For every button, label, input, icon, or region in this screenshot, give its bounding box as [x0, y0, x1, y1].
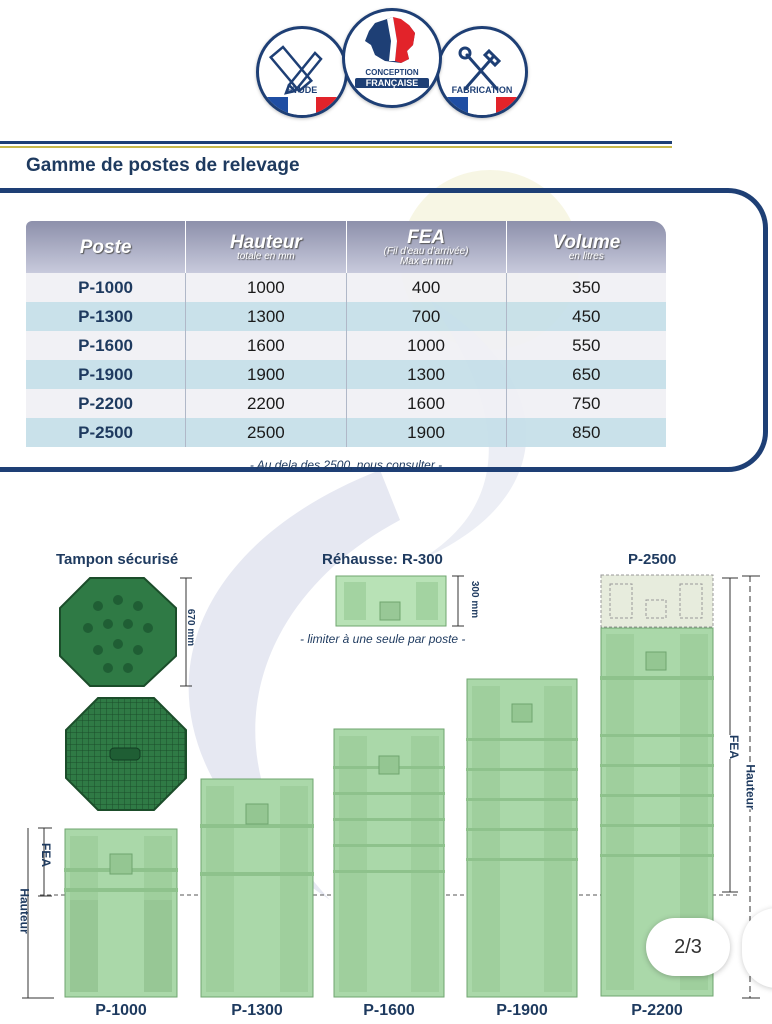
table-row: P-1000 1000 400 350: [26, 273, 666, 302]
tampon-title: Tampon sécurisé: [56, 551, 179, 568]
hauteur-label-right: Hauteur: [743, 764, 758, 810]
header-hauteur: Hauteur totale en mm: [186, 221, 346, 273]
tank-p1000: [64, 828, 178, 998]
tampon-dimension: 670 mm: [185, 608, 197, 647]
conception-badge: [342, 8, 442, 108]
fea-label-left: FEA: [39, 843, 53, 867]
table-row: P-1600 1600 1000 550: [26, 331, 666, 360]
rehausse-illustration: [334, 574, 474, 628]
product-label-p1300: P-1300: [231, 1002, 283, 1019]
etude-badge: [256, 26, 348, 118]
header-fea: FEA (Fil d'eau d'arrivée) Max en mm: [346, 221, 506, 273]
table-note: - Au dela des 2500, nous consulter -: [249, 458, 443, 472]
france-map-icon: [345, 11, 439, 105]
product-label-p1600: P-1600: [363, 1002, 415, 1019]
spec-table: [26, 221, 666, 447]
fabrication-badge: [436, 26, 528, 118]
title-rule: [0, 141, 672, 144]
table-row: P-1900 1900 1300 650: [26, 360, 666, 389]
fabrication-label: FABRICATION: [451, 85, 513, 95]
fea-label-right: FEA: [727, 735, 741, 759]
product-label-p2200: P-2200: [631, 1002, 683, 1019]
page-indicator[interactable]: 2/3: [646, 918, 730, 976]
etude-label: ETUDE: [286, 85, 318, 95]
header-poste: Poste: [26, 221, 186, 273]
tampon-grid-illustration: [64, 696, 188, 812]
table-row: P-1300 1300 700 450: [26, 302, 666, 331]
product-label-p1000: P-1000: [95, 1002, 147, 1019]
product-label-p1900: P-1900: [496, 1002, 548, 1019]
tank-p1600: [333, 728, 445, 998]
conception-label-2: FRANÇAISE: [355, 78, 429, 88]
title-rule-accent: [0, 146, 672, 148]
conception-label-1: CONCEPTION: [365, 68, 419, 77]
tank-p1300: [200, 778, 314, 998]
header-volume: Volume en litres: [506, 221, 666, 273]
rehausse-title: Réhausse: R-300: [322, 551, 443, 568]
table-row: P-2500 2500 1900 850: [26, 418, 666, 447]
rehausse-dimension: 300 mm: [469, 580, 481, 619]
table-header-row: [26, 221, 666, 273]
section-title: Gamme de postes de relevage: [26, 155, 300, 176]
hauteur-label-left: Hauteur: [17, 888, 32, 934]
certification-badges: [256, 6, 524, 122]
rehausse-note: - limiter à une seule par poste -: [300, 632, 466, 646]
tank-p1900: [466, 678, 578, 998]
table-row: P-2200 2200 1600 750: [26, 389, 666, 418]
top-product-label: P-2500: [628, 551, 677, 568]
